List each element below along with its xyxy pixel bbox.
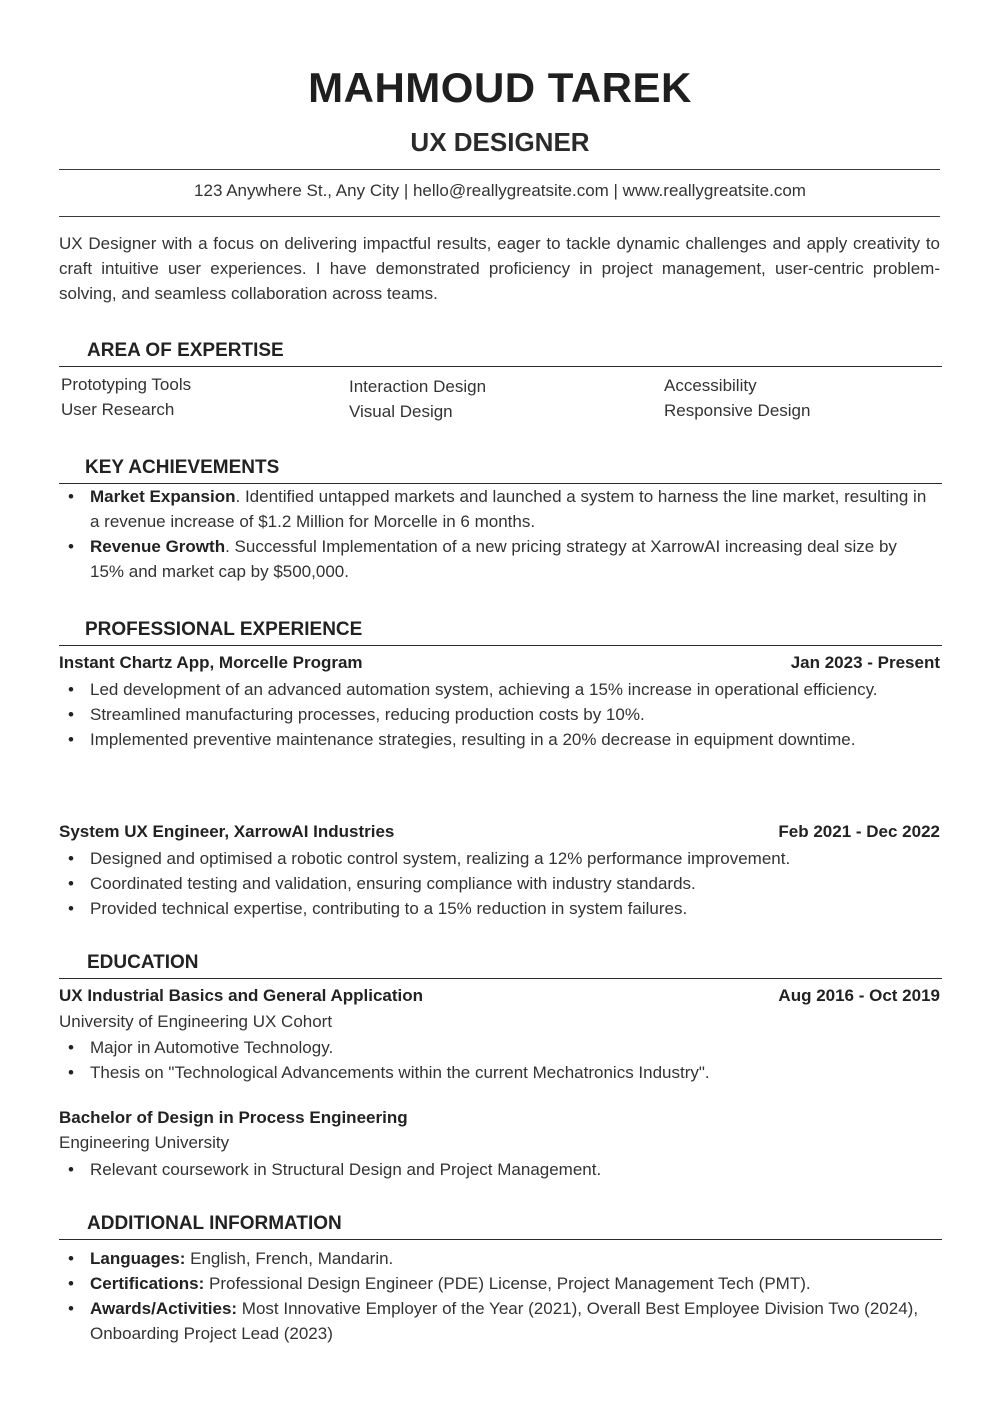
education-bullets [59, 1157, 929, 1182]
list-item [59, 1271, 929, 1296]
skill-item: User Research [61, 400, 175, 419]
list-item: • Major in Automotive Technology. [59, 1035, 929, 1060]
section-divider-education [59, 978, 942, 979]
section-title-additional: ADDITIONAL INFORMATION [87, 1213, 342, 1234]
summary-paragraph: UX Designer with a focus on delivering impactful results, eager to tackle dynamic challenges and apply creativity to craft intuitive user experiences. I have demonstrated proficiency in project management, user-centric problem-solving, and seamless collaboration across teams. [59, 234, 940, 303]
section-title-achievements: KEY ACHIEVEMENTS [85, 457, 280, 478]
skill-item: Prototyping Tools [61, 375, 192, 394]
achievement-text: . Successful Implementation of a new pricing strategy at XarrowAI increasing deal size by 15% and market cap by $500,000. [90, 537, 897, 581]
job-date: Jan 2023 - Present [790, 653, 940, 672]
header-divider-top [59, 169, 940, 170]
job-date: Feb 2021 - Dec 2022 [778, 822, 940, 841]
degree-title: Bachelor of Design in Process Engineering [59, 1108, 408, 1127]
section-title-experience: PROFESSIONAL EXPERIENCE [85, 619, 363, 640]
info-label: Languages: [90, 1249, 186, 1268]
achievement-label: Market Expansion [90, 487, 236, 506]
expertise-column-1 [61, 372, 191, 422]
info-label: Certifications: [90, 1274, 205, 1293]
education-date: Aug 2016 - Oct 2019 [778, 986, 940, 1005]
section-divider-expertise [59, 366, 942, 367]
header-divider-bottom [59, 216, 940, 217]
job-bullets [59, 846, 929, 921]
info-text: Most Innovative Employer of the Year (2021), Overall Best Employee Division Two (2024), Onboarding Project Lead (2023) [90, 1299, 919, 1343]
education-header [59, 1108, 940, 1128]
list-item: • Coordinated testing and validation, ensuring compliance with industry standards. [59, 871, 929, 896]
section-divider-additional [59, 1239, 942, 1240]
list-item: • Provided technical expertise, contributing to a 15% reduction in system failures. [59, 896, 929, 921]
skill-item: Accessibility [664, 376, 757, 395]
achievements-list [59, 484, 929, 584]
candidate-name: MAHMOUD TAREK [308, 64, 692, 111]
list-item: • Led development of an advanced automation system, achieving a 15% increase in operational efficiency. [59, 677, 929, 702]
list-item: • Thesis on "Technological Advancements within the current Mechatronics Industry". [59, 1060, 929, 1085]
achievement-label: Revenue Growth [90, 537, 226, 556]
info-text: English, French, Mandarin. [185, 1249, 394, 1268]
expertise-column-3 [664, 373, 810, 423]
list-item [59, 1296, 929, 1346]
section-title-expertise: AREA OF EXPERTISE [87, 340, 284, 361]
list-item: • Implemented preventive maintenance strategies, resulting in a 20% decrease in equipment downtime. [59, 727, 929, 752]
info-text: Professional Design Engineer (PDE) License, Project Management Tech (PMT). [204, 1274, 811, 1293]
skill-item: Responsive Design [664, 401, 811, 420]
job-header [59, 653, 940, 673]
list-item [59, 534, 929, 584]
education-bullets [59, 1035, 929, 1085]
list-item: • Relevant coursework in Structural Design and Project Management. [59, 1157, 929, 1182]
section-divider-experience [59, 645, 942, 646]
skill-item: Visual Design [349, 402, 453, 421]
list-item [59, 1246, 929, 1271]
job-title: UX DESIGNER [410, 127, 590, 157]
job-role: Instant Chartz App, Morcelle Program [59, 653, 363, 672]
list-item [59, 484, 929, 534]
skill-item: Interaction Design [349, 377, 487, 396]
contact-line: 123 Anywhere St., Any City | hello@reallygreatsite.com | www.reallygreatsite.com [194, 181, 806, 200]
degree-title: UX Industrial Basics and General Application [59, 986, 424, 1005]
info-label: Awards/Activities: [90, 1299, 238, 1318]
education-header [59, 986, 940, 1006]
institution-name: Engineering University [59, 1133, 230, 1152]
expertise-column-2 [349, 374, 486, 424]
additional-list [59, 1246, 929, 1346]
job-role: System UX Engineer, XarrowAI Industries [59, 822, 395, 841]
institution-name: University of Engineering UX Cohort [59, 1012, 333, 1031]
achievement-text: . Identified untapped markets and launched a system to harness the line market, resulting in a revenue increase of $1.2 Million for Morcelle in 6 months. [90, 487, 927, 531]
job-bullets [59, 677, 929, 752]
list-item: • Streamlined manufacturing processes, reducing production costs by 10%. [59, 702, 929, 727]
list-item: • Designed and optimised a robotic control system, realizing a 12% performance improvement. [59, 846, 929, 871]
job-header [59, 822, 940, 842]
section-title-education: EDUCATION [87, 952, 199, 973]
